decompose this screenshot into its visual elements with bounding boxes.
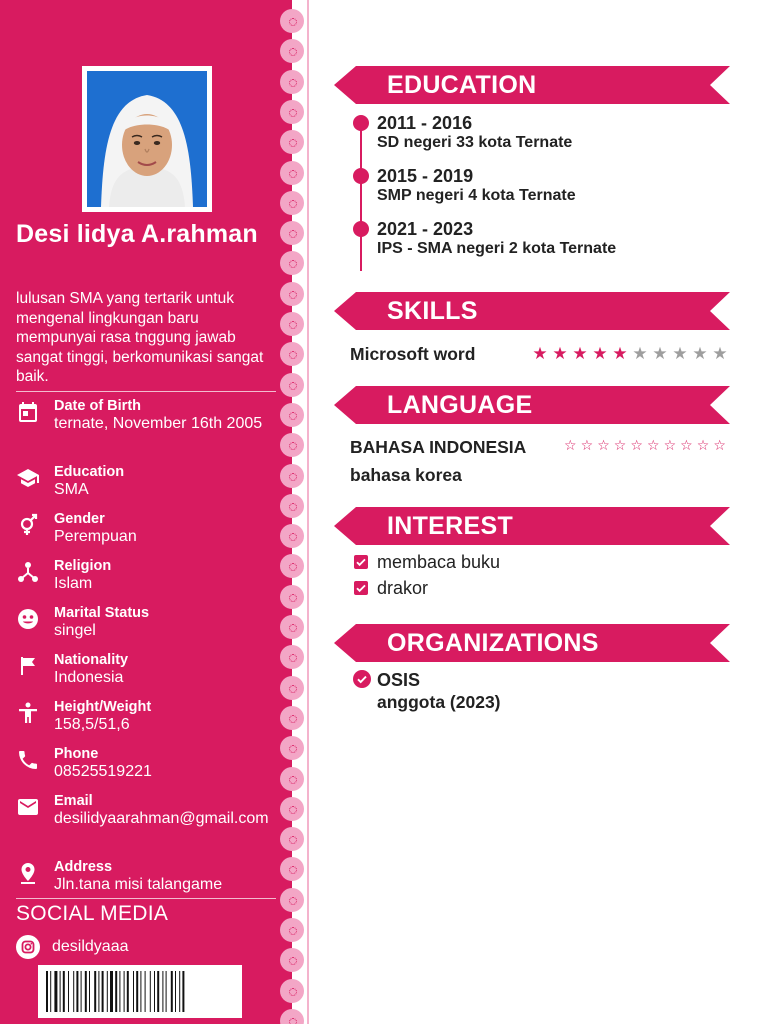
profile-name: Desi lidya A.rahman	[16, 220, 258, 248]
check-circle-icon	[353, 670, 371, 688]
section-title: LANGUAGE	[387, 391, 533, 419]
detail-value: Perempuan	[54, 528, 137, 545]
detail-label: Marital Status	[54, 605, 150, 621]
barcode	[38, 965, 242, 1018]
detail-date-of-birth	[16, 398, 284, 454]
star-empty-icon: ☆	[713, 437, 726, 453]
detail-value: desilidyaarahman@gmail.com	[54, 810, 269, 827]
gender-icon	[16, 513, 40, 537]
star-filled-icon: ★	[532, 344, 548, 363]
timeline-line	[360, 118, 362, 271]
detail-label: Religion	[54, 558, 112, 574]
detail-label: Address	[54, 859, 113, 875]
section-banner-skills	[334, 292, 730, 330]
section-banner-language	[334, 386, 730, 424]
interest-label: membaca buku	[377, 552, 501, 572]
binding-ring	[280, 342, 304, 366]
binding-ring	[280, 251, 304, 275]
detail-value: Islam	[54, 575, 93, 592]
binding-ring	[280, 70, 304, 94]
spiral-binding	[279, 0, 305, 1024]
calendar-icon	[16, 400, 40, 424]
divider	[16, 898, 276, 899]
binding-ring	[280, 130, 304, 154]
organization-role: anggota (2023)	[377, 692, 501, 712]
binding-ring	[280, 100, 304, 124]
flag-icon	[16, 654, 40, 678]
star-empty-icon: ☆	[564, 437, 577, 453]
star-empty-icon: ☆	[646, 437, 660, 453]
section-title: ORGANIZATIONS	[387, 629, 599, 657]
binding-ring	[280, 857, 304, 881]
interest-label: drakor	[377, 578, 429, 598]
star-empty-icon: ★	[652, 344, 668, 363]
detail-marital-status	[16, 605, 284, 641]
timeline-dot	[353, 168, 369, 184]
divider	[16, 391, 276, 392]
detail-label: Nationality	[54, 652, 129, 668]
education-school: IPS - SMA negeri 2 kota Ternate	[377, 240, 617, 257]
detail-value: SMA	[54, 481, 89, 498]
detail-phone[interactable]	[16, 746, 284, 782]
detail-education	[16, 464, 284, 500]
email-icon	[16, 795, 40, 819]
binding-ring	[280, 797, 304, 821]
instagram-handle: desildyaaa	[52, 938, 129, 955]
star-empty-icon: ★	[632, 344, 648, 363]
binding-line	[307, 0, 309, 1024]
language-name: BAHASA INDONESIA	[350, 437, 527, 457]
star-filled-icon: ★	[592, 344, 608, 363]
education-years: 2015 - 2019	[377, 166, 474, 186]
detail-label: Gender	[54, 511, 105, 527]
binding-ring	[280, 918, 304, 942]
binding-ring	[280, 615, 304, 639]
section-banner-education	[334, 66, 730, 104]
binding-ring	[280, 827, 304, 851]
social-media-title: SOCIAL MEDIA	[16, 902, 169, 925]
binding-ring	[280, 282, 304, 306]
graduation-cap-icon	[16, 466, 40, 490]
star-empty-icon: ☆	[696, 437, 710, 453]
star-empty-icon: ★	[672, 344, 688, 363]
star-empty-icon: ☆	[630, 437, 643, 453]
location-pin-icon	[16, 861, 40, 885]
detail-religion	[16, 558, 284, 594]
detail-value: Indonesia	[54, 669, 124, 686]
binding-ring	[280, 433, 304, 457]
detail-value: singel	[54, 622, 96, 639]
marital-status-icon	[16, 607, 40, 631]
skill-rating	[530, 344, 730, 364]
profile-photo	[82, 66, 212, 212]
binding-ring	[280, 373, 304, 397]
binding-ring	[280, 706, 304, 730]
language-rating	[562, 437, 728, 454]
sidebar	[0, 0, 292, 1024]
detail-label: Email	[54, 793, 93, 809]
profile-summary: lulusan SMA yang tertarik untuk mengenal lingkungan baru mempunyai rasa tnggung jawab sangat tinggi, berkomunikasi sangat baik.	[16, 290, 264, 385]
binding-ring	[280, 161, 304, 185]
section-title: INTEREST	[387, 512, 514, 540]
star-empty-icon: ★	[712, 344, 728, 363]
section-banner-interest	[334, 507, 730, 545]
phone-icon	[16, 748, 40, 772]
binding-ring	[280, 524, 304, 548]
binding-ring	[280, 221, 304, 245]
organization-name: OSIS	[377, 670, 421, 690]
education-years: 2011 - 2016	[377, 113, 473, 133]
binding-ring	[280, 9, 304, 33]
star-empty-icon: ☆	[597, 437, 610, 453]
binding-ring	[280, 585, 304, 609]
binding-ring	[280, 39, 304, 63]
person-icon	[16, 701, 40, 725]
detail-label: Phone	[54, 746, 99, 762]
detail-gender	[16, 511, 284, 547]
binding-ring	[280, 403, 304, 427]
language-name: bahasa korea	[350, 465, 462, 485]
education-years: 2021 - 2023	[377, 219, 474, 239]
detail-nationality	[16, 652, 284, 688]
checkbox-icon	[354, 581, 368, 595]
binding-ring	[280, 494, 304, 518]
skill-name: Microsoft word	[350, 344, 476, 364]
binding-ring	[280, 888, 304, 912]
section-title: EDUCATION	[387, 71, 537, 99]
detail-label: Date of Birth	[54, 398, 141, 414]
detail-address	[16, 859, 284, 895]
binding-ring	[280, 645, 304, 669]
instagram-icon	[16, 935, 40, 959]
education-school: SMP negeri 4 kota Ternate	[377, 187, 576, 204]
star-empty-icon: ★	[692, 344, 708, 363]
binding-ring	[280, 767, 304, 791]
binding-ring	[280, 1009, 304, 1024]
education-school: SD negeri 33 kota Ternate	[377, 134, 573, 151]
binding-ring	[280, 312, 304, 336]
detail-value: 08525519221	[54, 763, 152, 780]
detail-label: Education	[54, 464, 125, 480]
binding-ring	[280, 979, 304, 1003]
star-empty-icon: ☆	[663, 437, 677, 453]
binding-ring	[280, 948, 304, 972]
detail-value: Jln.tana misi talangame	[54, 876, 223, 893]
star-filled-icon: ★	[552, 344, 568, 363]
section-title: SKILLS	[387, 297, 478, 325]
timeline-dot	[353, 221, 369, 237]
detail-value: ternate, November 16th 2005	[54, 415, 263, 432]
checkbox-icon	[354, 555, 368, 569]
detail-label: Height/Weight	[54, 699, 152, 715]
religion-icon	[16, 560, 40, 584]
section-banner-organizations	[334, 624, 730, 662]
detail-value: 158,5/51,6	[54, 716, 130, 733]
detail-height-weight	[16, 699, 284, 735]
timeline-dot	[353, 115, 369, 131]
star-empty-icon: ☆	[613, 437, 627, 453]
star-filled-icon: ★	[572, 344, 588, 363]
detail-email[interactable]	[16, 793, 284, 849]
binding-ring	[280, 676, 304, 700]
binding-ring	[280, 464, 304, 488]
star-empty-icon: ☆	[580, 437, 594, 453]
star-filled-icon: ★	[612, 344, 628, 363]
binding-ring	[280, 736, 304, 760]
star-empty-icon: ☆	[680, 437, 693, 453]
binding-ring	[280, 554, 304, 578]
binding-ring	[280, 191, 304, 215]
